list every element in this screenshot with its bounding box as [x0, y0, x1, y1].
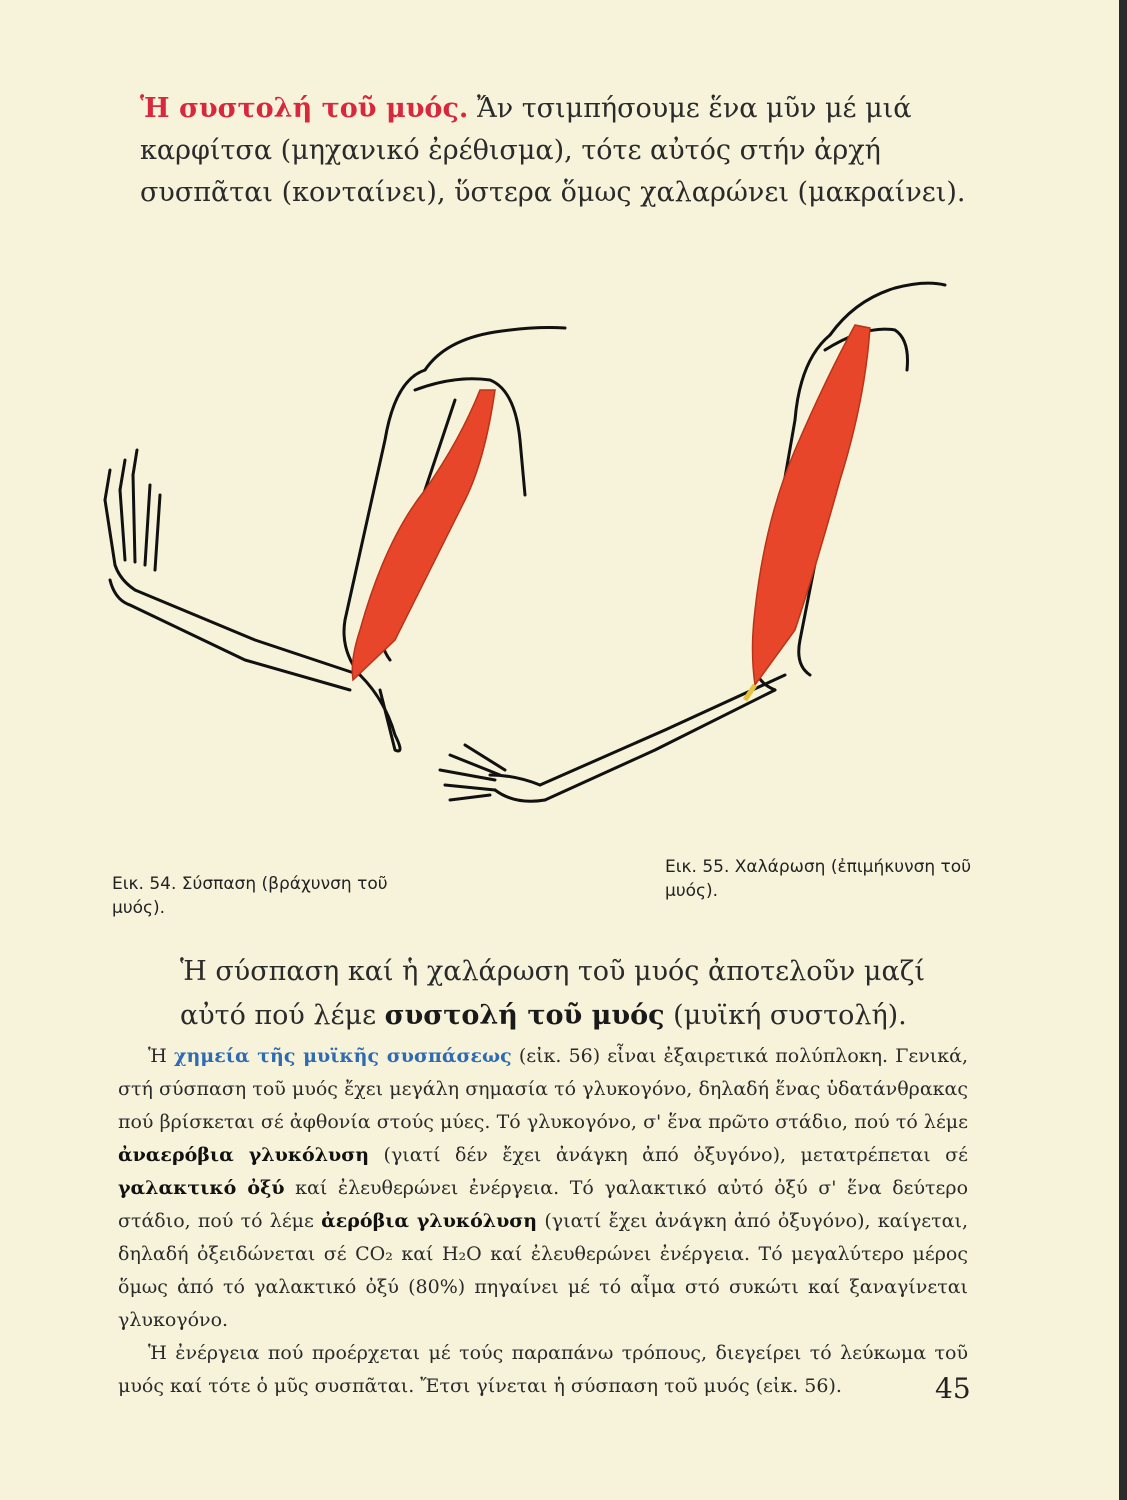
term-aerobic: ἀερόβια γλυκόλυση	[321, 1210, 538, 1232]
arm-muscle-figure	[95, 280, 995, 840]
biceps-contracted	[352, 390, 495, 680]
p1-e: (γιατί ἔχει ἀνάγκη ἀπό ὀξυγόνο), καίγεται, δηλαδή ὀξειδώνεται σέ CO₂ καί H₂O καί ἐλευθερώνει ἐνέργεια. Τό μεγαλύτερο μέρος ὅμως ἀπό τό γαλακτικό ὀξύ (80%) πηγαίνει μέ τό αἷμα στό συκώτι καί ξαναγίνεται γλυκογόνο.	[118, 1210, 968, 1331]
term-lactic-acid: γαλακτικό ὀξύ	[118, 1177, 285, 1199]
p1-c: (γιατί δέν ἔχει ἀνάγκη ἀπό ὀξυγόνο), μετατρέπεται σέ	[369, 1144, 968, 1166]
term-chemistry: χημεία τῆς μυϊκῆς συσπάσεως	[173, 1045, 512, 1067]
figure-54-caption: Εικ. 54. Σύσπαση (βράχυνση τοῦ μυός).	[112, 874, 388, 918]
figure-55-caption: Εικ. 55. Χαλάρωση (ἐπιμήκυνση τοῦ μυός).	[665, 857, 972, 901]
page-number: 45	[935, 1372, 971, 1405]
p1-a: Ἡ	[148, 1045, 174, 1067]
intro-text: Ἄν τσιμπήσουμε ἕνα μῦν μέ μιά καρφίτσα (μηχανικό ἐρέθισμα), τότε αὐτός στήν ἀρχή συσπᾶται (κονταίνει), ὕστερα ὅμως χαλαρώνει (μακραίνει).	[140, 93, 966, 208]
body-paragraph-2: Ἡ ἐνέργεια πού προέρχεται μέ τούς παραπάνω τρόπους, διεγείρει τό λεύκωμα τοῦ μυός καί τότε ὁ μῦς συσπᾶται. Ἔτσι γίνεται ἡ σύσπαση τοῦ μυός (εἰκ. 56).	[118, 1342, 968, 1397]
summary-term: συστολή τοῦ μυός	[384, 1000, 665, 1031]
body-paragraph-1	[118, 1040, 968, 1337]
p1-d: καί ἐλευθερώνει ἐνέργεια. Τό γαλακτικό αὐτό ὀξύ σ' ἕνα δεύτερο στάδιο, πού τό λέμε	[118, 1177, 969, 1232]
biceps-relaxed	[753, 325, 871, 685]
summary-text-2: (μυϊκή συστολή).	[664, 1000, 907, 1031]
relaxed-arm-drawing	[440, 283, 945, 801]
term-anaerobic: ἀναερόβια γλυκόλυση	[118, 1144, 370, 1166]
summary-text-1: Ἡ σύσπαση καί ἡ χαλάρωση τοῦ μυός ἀποτελοῦν μαζί αὐτό πού λέμε	[180, 956, 925, 1031]
p1-b: (εἰκ. 56) εἶναι ἐξαιρετικά πολύπλοκη. Γενικά, στή σύσπαση τοῦ μυός ἔχει μεγάλη σημασία τό γλυκογόνο, δηλαδή ἕνας ὑδατάνθρακας πού βρίσκεται σέ ἀφθονία στούς μύες. Τό γλυκογόνο, σ' ἕνα πρῶτο στάδιο, πού τό λέμε	[118, 1045, 968, 1133]
contracted-arm-drawing	[105, 328, 565, 752]
page-edge	[1119, 0, 1127, 1500]
section-heading: Ἡ συστολή τοῦ μυός.	[140, 93, 469, 124]
body-text	[118, 1040, 968, 1403]
intro-paragraph	[140, 88, 970, 214]
summary-paragraph	[180, 950, 980, 1038]
